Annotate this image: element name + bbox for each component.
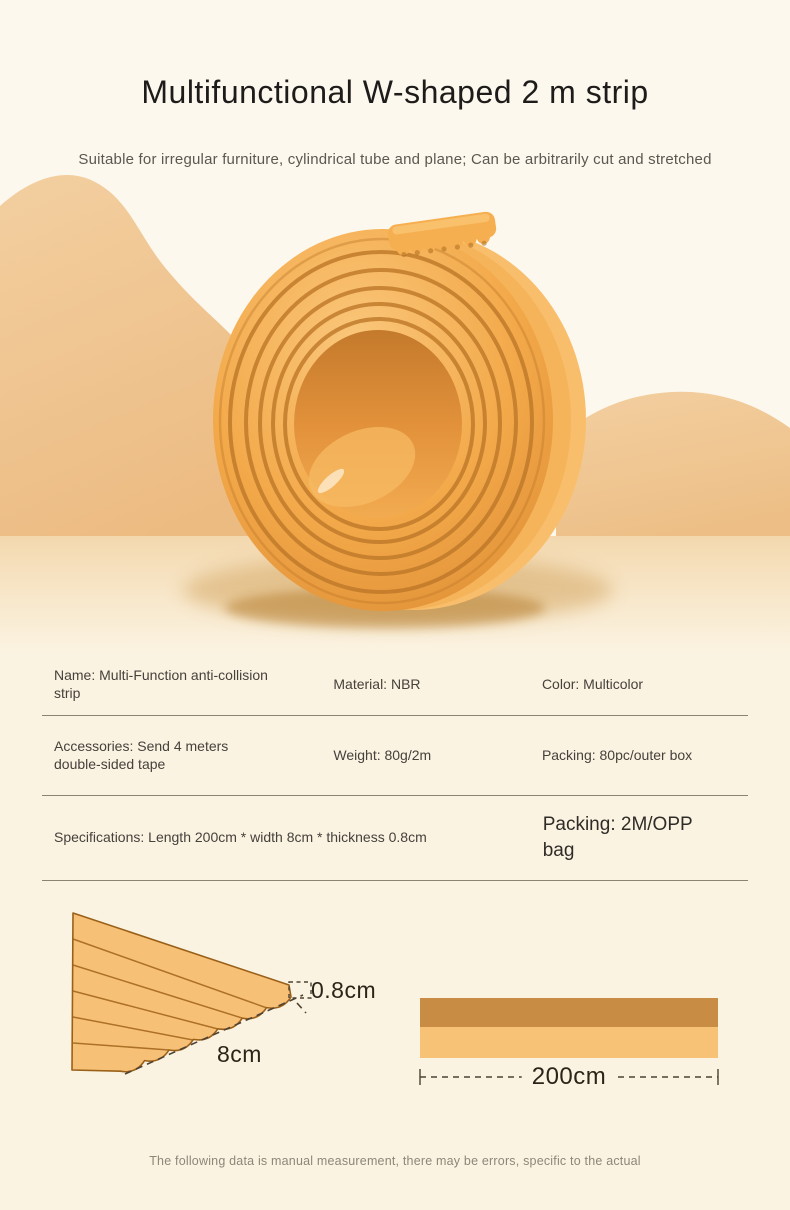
table-row (42, 654, 748, 716)
thickness-measure-box (289, 982, 311, 998)
table-row (42, 716, 748, 796)
dimension-diagrams (0, 881, 790, 1133)
spec-table (0, 654, 790, 881)
header (0, 0, 790, 168)
length-bar-bottom-band (420, 1027, 718, 1058)
spec-name: Name: Multi-Function anti-collision strip (54, 667, 268, 701)
spec-accessories: Accessories: Send 4 meters double-sided tape (54, 738, 229, 772)
footer (0, 1133, 790, 1210)
length-bar-top-band (420, 998, 718, 1027)
length-label: 200cm (522, 1063, 617, 1091)
spec-packing-box: Packing: 80pc/outer box (541, 746, 693, 763)
spec-weight: Weight: 80g/2m (333, 746, 432, 763)
product-photo (0, 174, 790, 654)
diagram-shapes (0, 881, 790, 1133)
page-subtitle: Suitable for irregular furniture, cylindrical tube and plane; Can be arbitrarily cut and stretched (78, 151, 712, 168)
page-title: Multifunctional W-shaped 2 m strip (141, 74, 649, 110)
thickness-label: 0.8cm (311, 977, 377, 1003)
width-label: 8cm (217, 1041, 262, 1067)
spec-material: Material: NBR (333, 675, 421, 692)
spec-packing-bag: Packing: 2M/OPP bag (542, 814, 693, 861)
spec-dimensions: Specifications: Length 200cm * width 8cm * thickness 0.8cm (54, 829, 427, 846)
disclaimer-text: The following data is manual measurement, there may be errors, specific to the actual (149, 1154, 641, 1168)
table-row (42, 796, 748, 881)
product-photo-illustration (0, 174, 790, 654)
spec-color: Color: Multicolor (541, 675, 644, 692)
strip-cross-section-diagram (72, 913, 311, 1074)
